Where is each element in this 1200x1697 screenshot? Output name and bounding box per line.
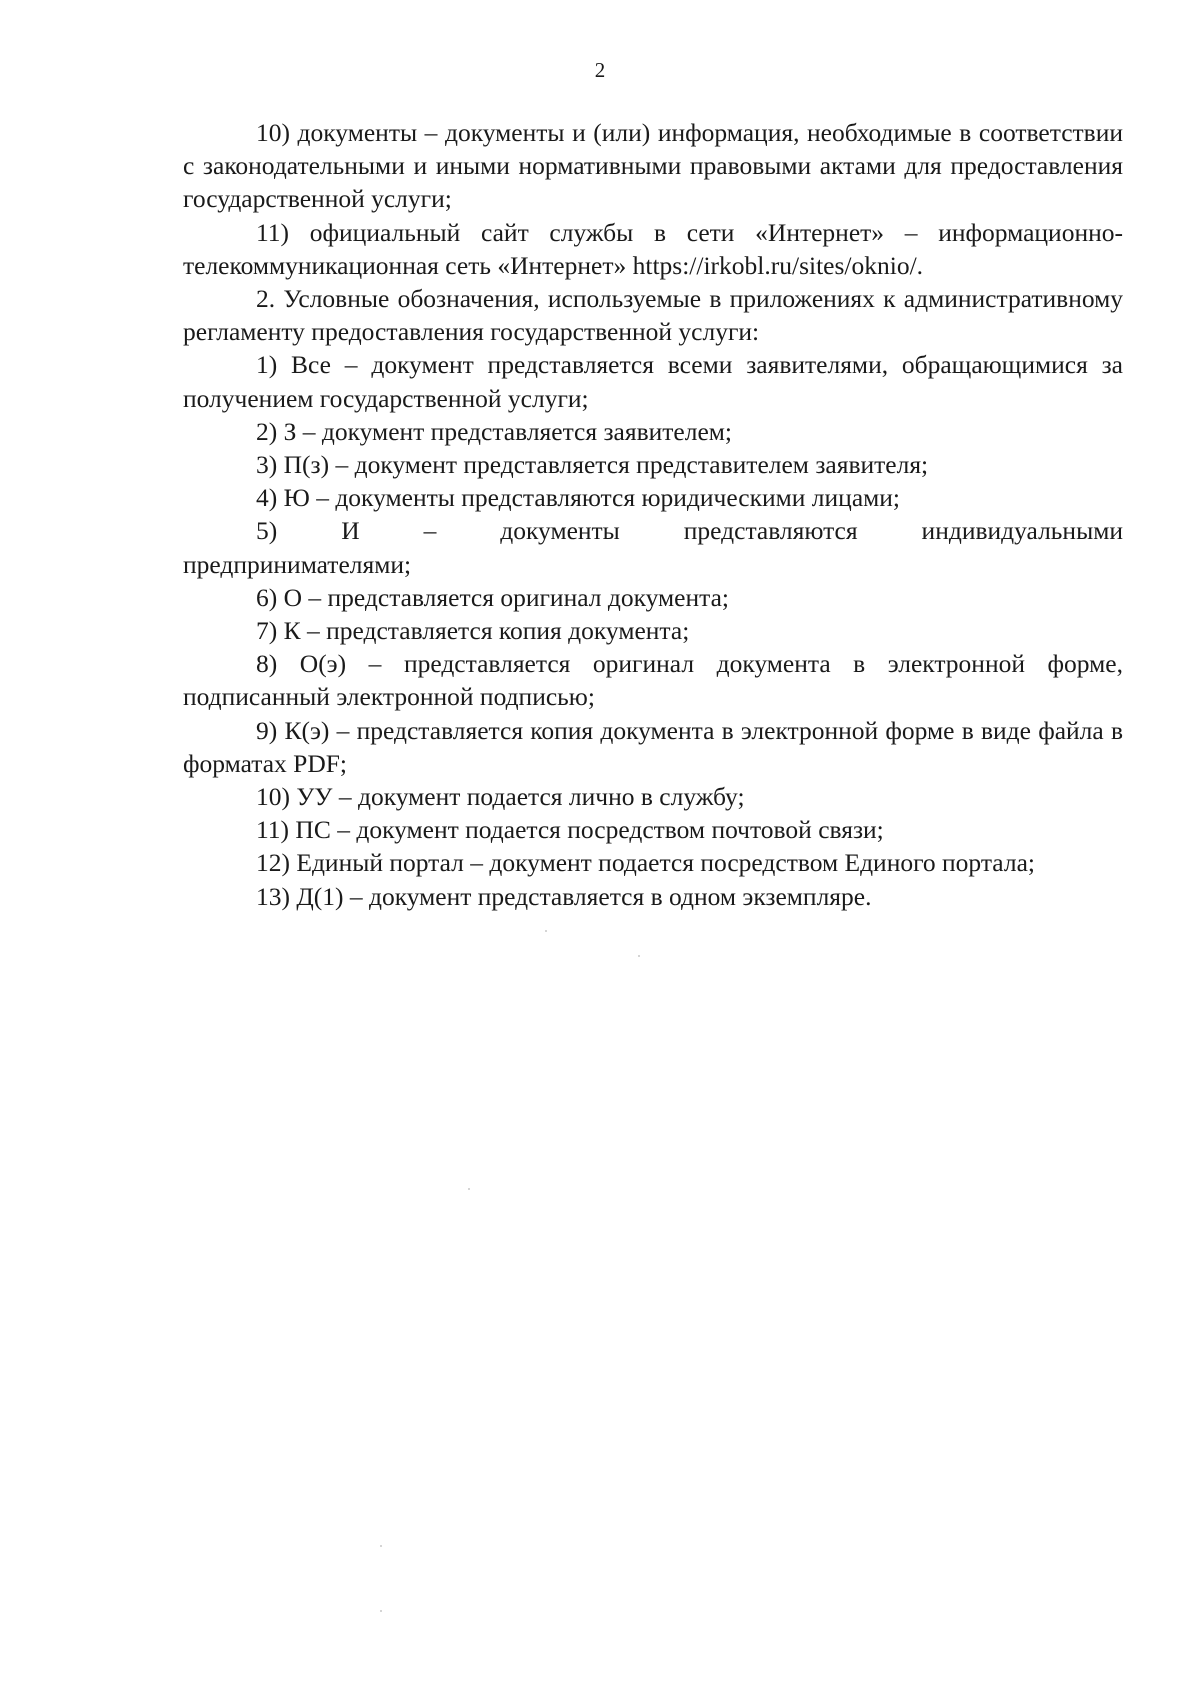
- scan-speck: [638, 955, 640, 957]
- legend-item: [183, 514, 1123, 580]
- legend-item: 13) Д(1) – документ представляется в одном экземпляре.: [256, 881, 872, 911]
- legend-item: 10) УУ – документ подается лично в службу;: [256, 782, 745, 812]
- legend-item-line: предпринимателями;: [183, 549, 412, 579]
- definition-paragraph: 10) документы – документы и (или) информация, необходимые в соответствии с законодательными и иными нормативными правовыми актами для предоставления государственной услуги;: [183, 118, 1123, 214]
- legend-item: 4) Ю – документы представляются юридическими лицами;: [256, 483, 900, 513]
- document-body: [183, 116, 1123, 913]
- legend-item: 2) З – документ представляется заявителем;: [256, 416, 733, 446]
- scan-speck: [380, 1610, 382, 1612]
- legend-item: 6) О – представляется оригинал документа;: [256, 582, 729, 612]
- scan-speck: [468, 1188, 470, 1190]
- legend-item-line: 5) И – документы представляются индивидуальными: [256, 516, 1123, 546]
- page-number: 2: [594, 58, 606, 82]
- legend-item: 11) ПС – документ подается посредством почтовой связи;: [256, 815, 884, 845]
- definition-paragraph: 11) официальный сайт службы в сети «Интернет» – информационно-телекоммуникационная сеть «Интернет» https://irkobl.ru/sites/oknio/.: [183, 217, 1123, 280]
- scan-speck: [380, 1545, 382, 1547]
- legend-item: 7) К – представляется копия документа;: [256, 616, 690, 646]
- legend-item: 12) Единый портал – документ подается посредством Единого портала;: [256, 848, 1035, 878]
- legend-item: 3) П(з) – документ представляется представителем заявителя;: [256, 450, 929, 480]
- legend-item: 9) К(э) – представляется копия документа в электронной форме в виде файла в форматах PDF;: [183, 715, 1123, 778]
- legend-item: 8) О(э) – представляется оригинал документа в электронной форме, подписанный электронной подписью;: [183, 649, 1123, 712]
- section-heading-paragraph: 2. Условные обозначения, используемые в приложениях к административному регламенту предоставления государственной услуги:: [183, 284, 1123, 347]
- legend-item: 1) Все – документ представляется всеми заявителями, обращающимися за получением государственной услуги;: [183, 350, 1123, 413]
- scan-speck: [545, 930, 547, 932]
